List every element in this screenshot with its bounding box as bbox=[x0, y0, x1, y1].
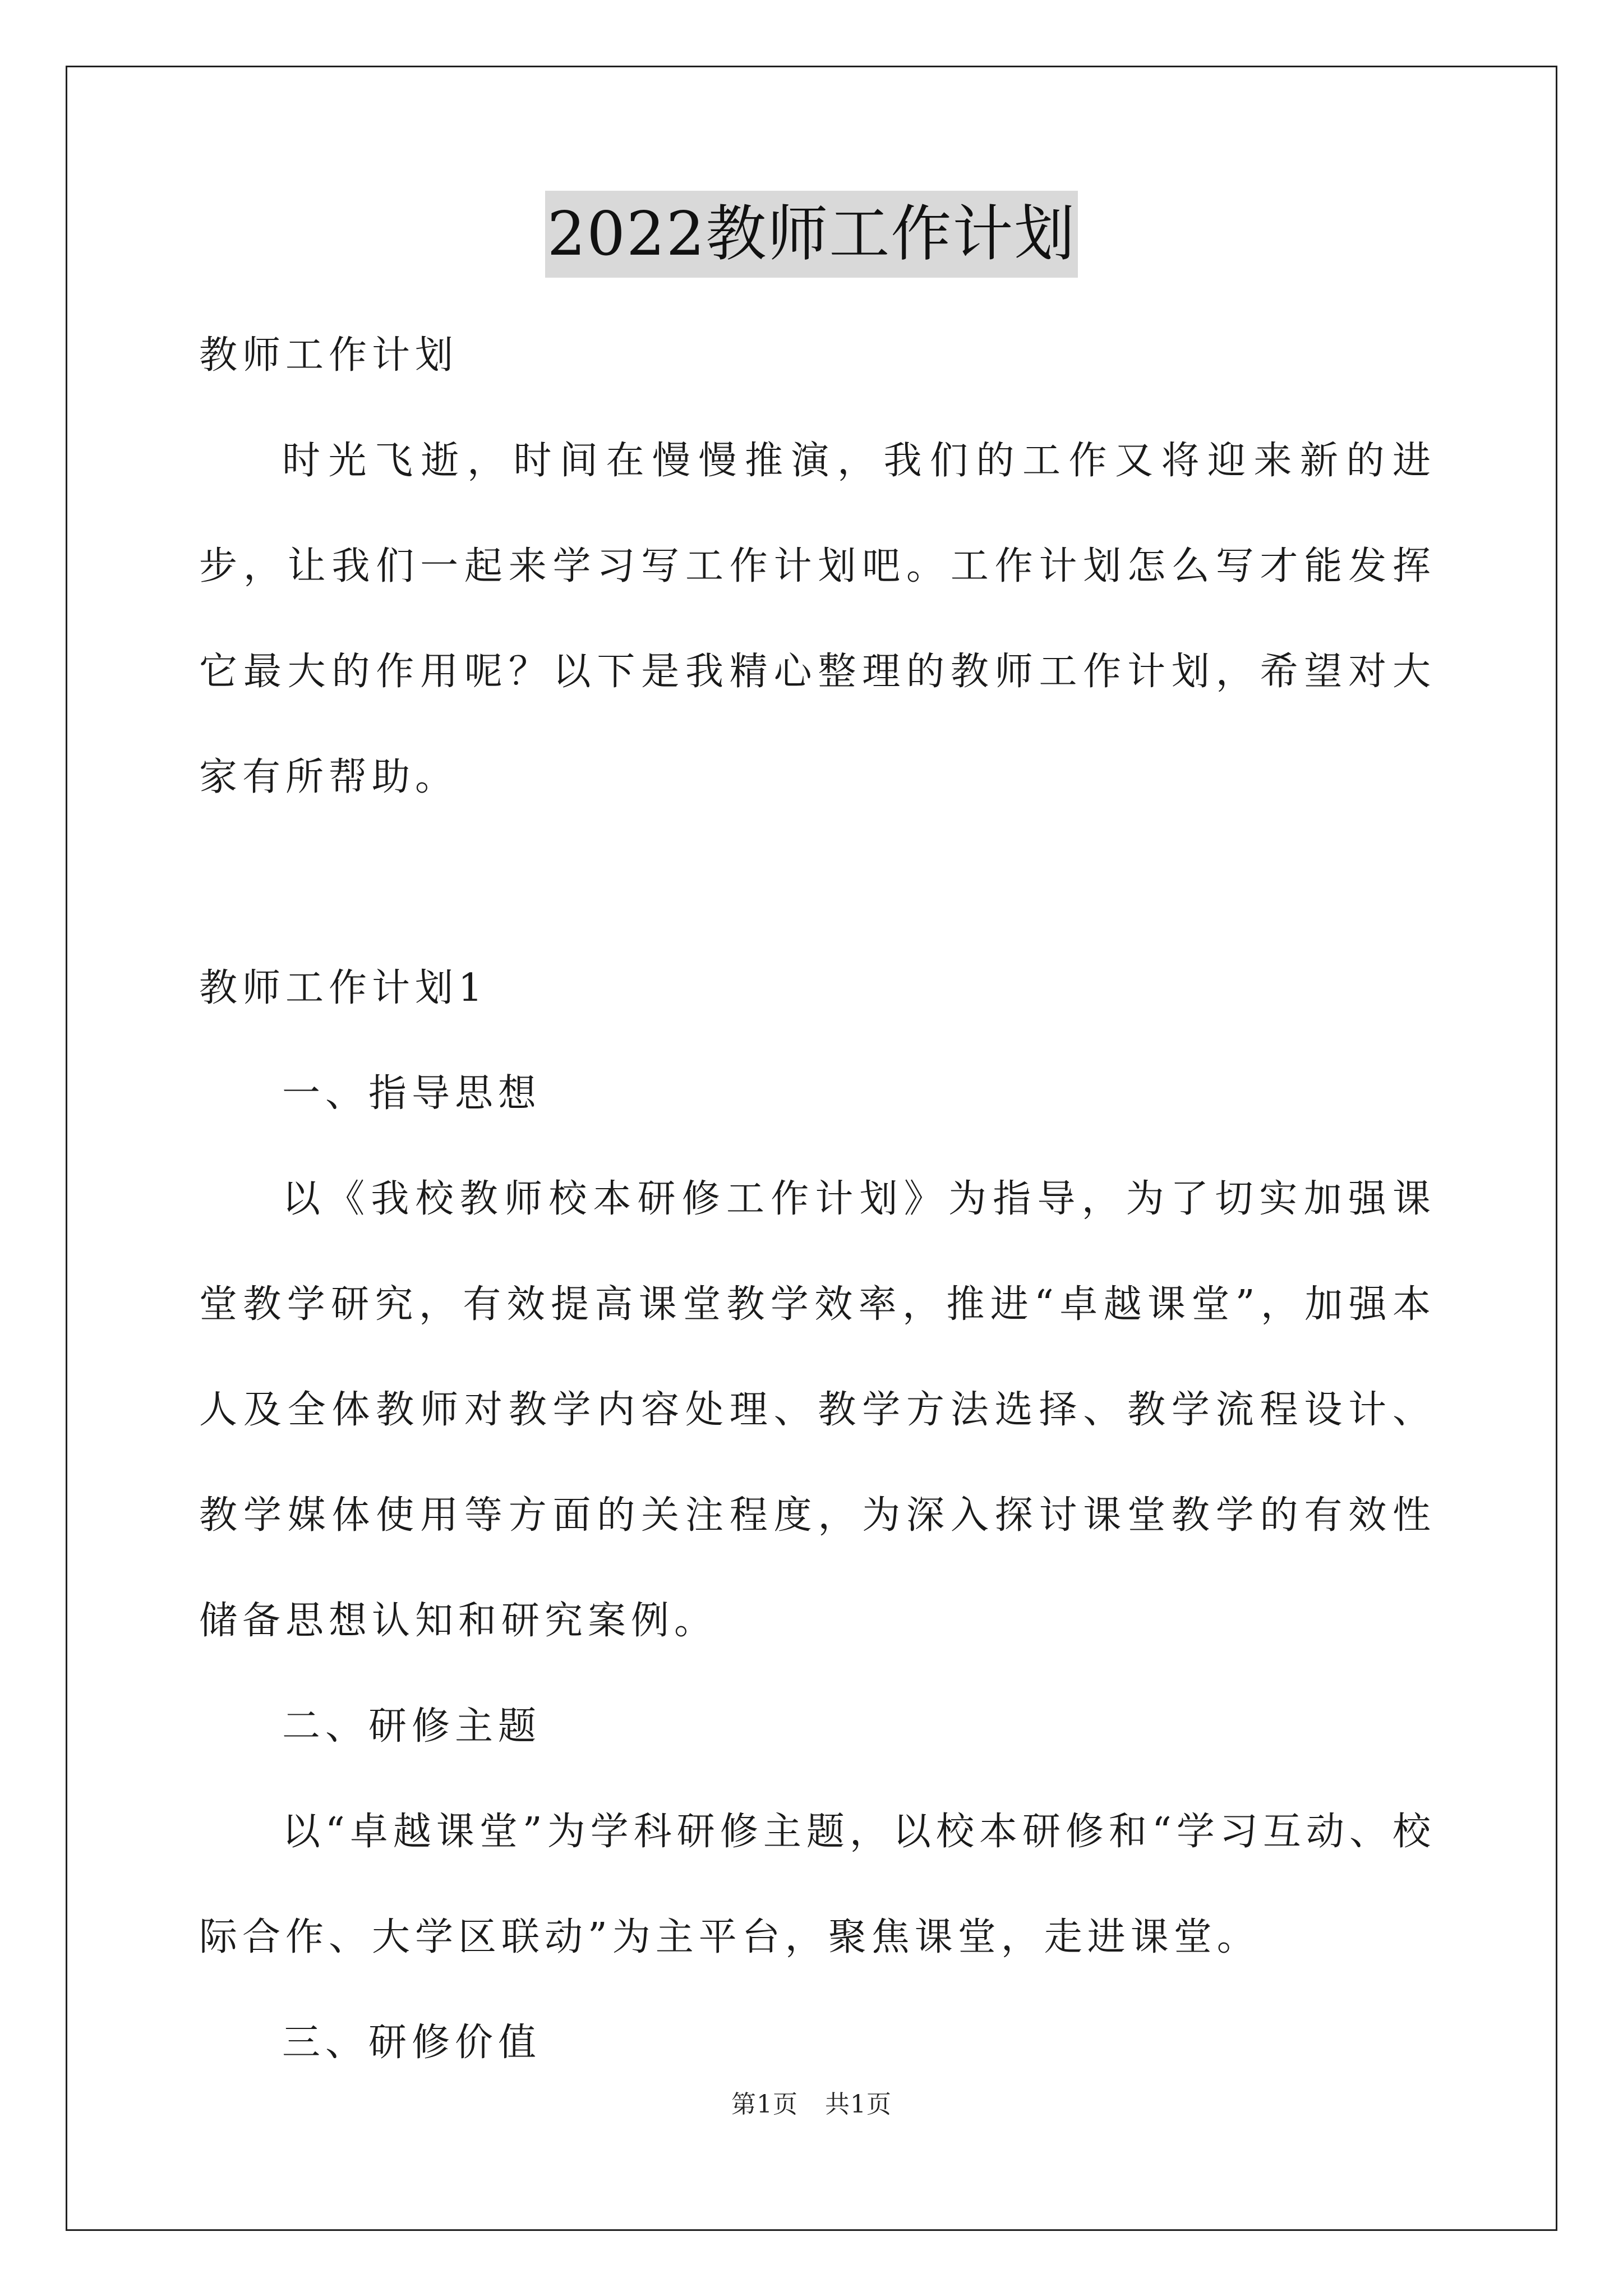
page-number: 第1页 bbox=[731, 2090, 798, 2119]
paragraph: 教师工作计划 bbox=[199, 333, 459, 378]
paragraph-spacer bbox=[199, 830, 1436, 936]
paragraph: 以“卓越课堂”为学科研修主题，以校本研修和“学习互动、校际合作、大学区联动”为主平台，聚焦课堂，走进课堂。 bbox=[199, 1810, 1436, 1959]
document-title: 2022教师工作计划 bbox=[545, 191, 1078, 278]
paragraph: 一、指导思想 bbox=[282, 1071, 542, 1116]
paragraph: 以《我校教师校本研修工作计划》为指导，为了切实加强课堂教学研究，有效提高课堂教学效率，推进“卓越课堂”，加强本人及全体教师对教学内容处理、教学方法选择、教学流程设计、教学媒体使用等方面的关注程度，为深入探讨课堂教学的有效性储备思想认知和研究案例。 bbox=[199, 1177, 1436, 1643]
paragraph: 教师工作计划1 bbox=[199, 966, 488, 1010]
title-container bbox=[0, 191, 1623, 278]
paragraph: 三、研修价值 bbox=[282, 2021, 542, 2065]
paragraph: 二、研修主题 bbox=[282, 1704, 542, 1749]
page-footer bbox=[0, 2084, 1623, 2120]
document-body bbox=[199, 303, 1436, 2096]
page-total: 共1页 bbox=[825, 2090, 892, 2119]
paragraph: 时光飞逝，时间在慢慢推演，我们的工作又将迎来新的进步，让我们一起来学习写工作计划吧。工作计划怎么写才能发挥它最大的作用呢？以下是我精心整理的教师工作计划，希望对大家有所帮助。 bbox=[199, 439, 1436, 799]
